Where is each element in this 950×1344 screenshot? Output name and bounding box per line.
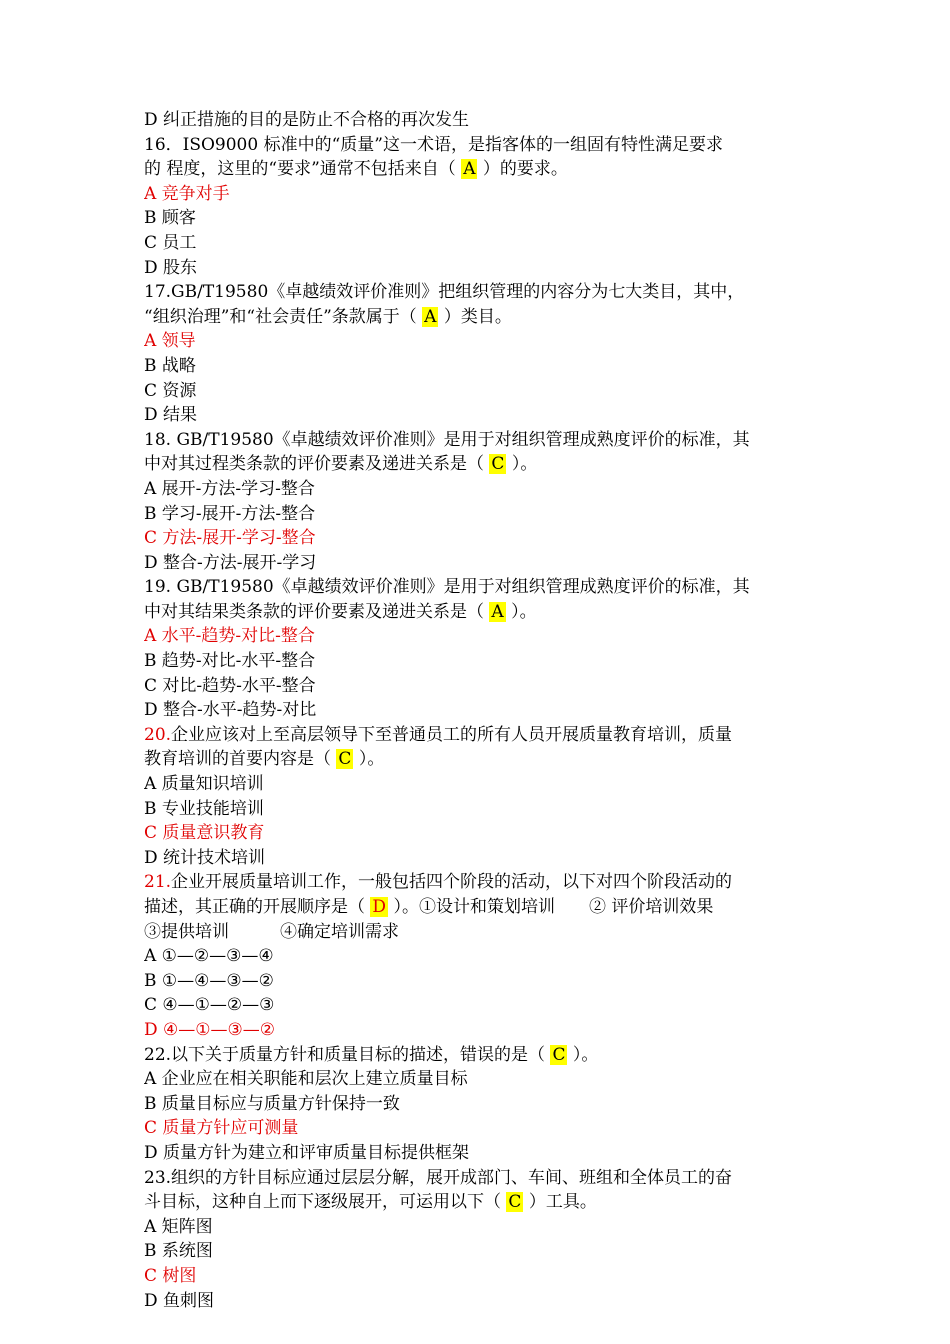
q18-stem-line1: 18. GB/T19580《卓越绩效评价准则》是用于对组织管理成熟度评价的标准，其	[144, 429, 750, 450]
q17-stem-line2	[144, 305, 820, 330]
q17-option-b: B 战略	[144, 355, 196, 376]
q18-stem-pre: 中对其过程类条款的评价要素及递进关系是（	[144, 454, 490, 475]
q17-stem-post: ）类目。	[438, 306, 512, 327]
q19-option-d: D 整合-水平-趋势-对比	[144, 700, 317, 721]
q23-stem-post: ）工具。	[523, 1192, 597, 1213]
q18-answer-highlight: C	[491, 454, 505, 475]
q19-answer-highlight: A	[491, 601, 504, 622]
q18-option-c: C 方法-展开-学习-整合	[144, 528, 316, 549]
q19-option-c: C 对比-趋势-水平-整合	[144, 675, 316, 696]
q16-option-b: B 顾客	[144, 208, 196, 229]
q18-stem-post: ）。	[506, 454, 538, 475]
q20-answer-highlight: C	[338, 749, 352, 770]
document-page	[144, 108, 820, 1313]
q23-stem-line1: 23.组织的方针目标应通过层层分解，展开成部门、车间、班组和全体员工的奋	[144, 1167, 733, 1188]
q17-stem-line1: 17.GB/T19580《卓越绩效评价准则》把组织管理的内容分为七大类目，其中，	[144, 282, 745, 303]
q22-option-b: B 质量目标应与质量方针保持一致	[144, 1093, 400, 1114]
q21-option-a: A ①—②—③—④	[144, 946, 274, 967]
q16-option-c: C 员工	[144, 232, 197, 253]
q21-option-d: D ④—①—③—②	[144, 1019, 275, 1040]
q19-stem-line2	[144, 600, 820, 625]
q21-stem-line3: ③提供培训 ④确定培训需求	[144, 921, 399, 942]
q23-option-a: A 矩阵图	[144, 1216, 213, 1237]
q19-stem-pre: 中对其结果类条款的评价要素及递进关系是（	[144, 601, 490, 622]
q18-stem-line2	[144, 452, 820, 477]
q23-option-b: B 系统图	[144, 1241, 213, 1262]
q20-stem-pre: 教育培训的首要内容是（	[144, 749, 337, 770]
q22-stem-pre: 22.以下关于质量方针和质量目标的描述，错误的是（	[144, 1044, 551, 1065]
q16-stem-line1: 16．ISO9000 标准中的“质量”这一术语，是指客体的一组固有特性满足要求	[144, 134, 723, 155]
q16-answer-highlight: A	[463, 159, 476, 180]
q19-option-a: A 水平-趋势-对比-整合	[144, 626, 315, 647]
q21-number: 21.	[144, 872, 172, 893]
q21-option-b: B ①—④—③—②	[144, 970, 274, 991]
q21-stem-line1	[144, 870, 820, 895]
q17-stem-pre: “组织治理”和“社会责任”条款属于（	[144, 306, 423, 327]
q22-option-c: C 质量方针应可测量	[144, 1118, 299, 1139]
q23-answer-highlight: C	[508, 1192, 522, 1213]
q15-option-d: D 纠正措施的目的是防止不合格的再次发生	[144, 110, 470, 130]
q21-stem-text: 企业开展质量培训工作，一般包括四个阶段的活动，以下对四个阶段活动的	[171, 872, 733, 893]
q23-option-c: C 树图	[144, 1265, 197, 1286]
q17-answer-highlight: A	[424, 306, 437, 327]
q19-option-b: B 趋势-对比-水平-整合	[144, 651, 316, 672]
q19-stem-line1: 19. GB/T19580《卓越绩效评价准则》是用于对组织管理成熟度评价的标准，其	[144, 577, 750, 598]
q23-stem-line2	[144, 1190, 820, 1215]
q16-option-a: A 竞争对手	[144, 183, 230, 204]
q18-option-a: A 展开-方法-学习-整合	[144, 478, 315, 499]
q22-option-d: D 质量方针为建立和评审质量目标提供框架	[144, 1142, 470, 1163]
q21-stem-post: ）。①设计和策划培训 ② 评价培训效果	[388, 897, 714, 917]
q19-stem-post: ）。	[505, 601, 537, 622]
q22-stem-line1	[144, 1043, 820, 1068]
q17-option-d: D 结果	[144, 405, 198, 426]
q21-option-c: C ④—①—②—③	[144, 995, 275, 1016]
q17-option-a: A 领导	[144, 331, 196, 352]
q23-stem-pre: 斗目标，这种自上而下逐级展开，可运用以下（	[144, 1192, 507, 1213]
q20-number: 20.	[144, 724, 172, 745]
q21-stem-pre: 描述，其正确的开展顺序是（	[144, 897, 371, 917]
q18-option-d: D 整合-方法-展开-学习	[144, 552, 317, 573]
q21-answer-highlight: D	[372, 897, 387, 917]
q16-stem-pre: 的 程度，这里的“要求”通常不包括来自（	[144, 159, 462, 180]
q20-stem-post: ）。	[353, 749, 385, 770]
q17-option-c: C 资源	[144, 380, 197, 401]
q20-stem-line2	[144, 747, 820, 772]
q22-stem-post: ）。	[567, 1044, 599, 1065]
q20-stem-text: 企业应该对上至高层领导下至普通员工的所有人员开展质量教育培训，质量	[171, 724, 733, 745]
q18-option-b: B 学习-展开-方法-整合	[144, 503, 316, 524]
q16-stem-line2	[144, 157, 820, 182]
q22-answer-highlight: C	[552, 1044, 566, 1065]
q16-option-d: D 股东	[144, 257, 198, 278]
q20-stem-line1	[144, 723, 820, 748]
q22-option-a: A 企业应在相关职能和层次上建立质量目标	[144, 1069, 468, 1090]
q21-stem-line2	[144, 895, 820, 920]
q20-option-c: C 质量意识教育	[144, 823, 265, 844]
q23-option-d: D 鱼刺图	[144, 1290, 215, 1311]
q16-stem-post: ）的要求。	[477, 159, 568, 180]
q20-option-b: B 专业技能培训	[144, 798, 264, 819]
q20-option-a: A 质量知识培训	[144, 774, 264, 795]
q20-option-d: D 统计技术培训	[144, 847, 266, 868]
